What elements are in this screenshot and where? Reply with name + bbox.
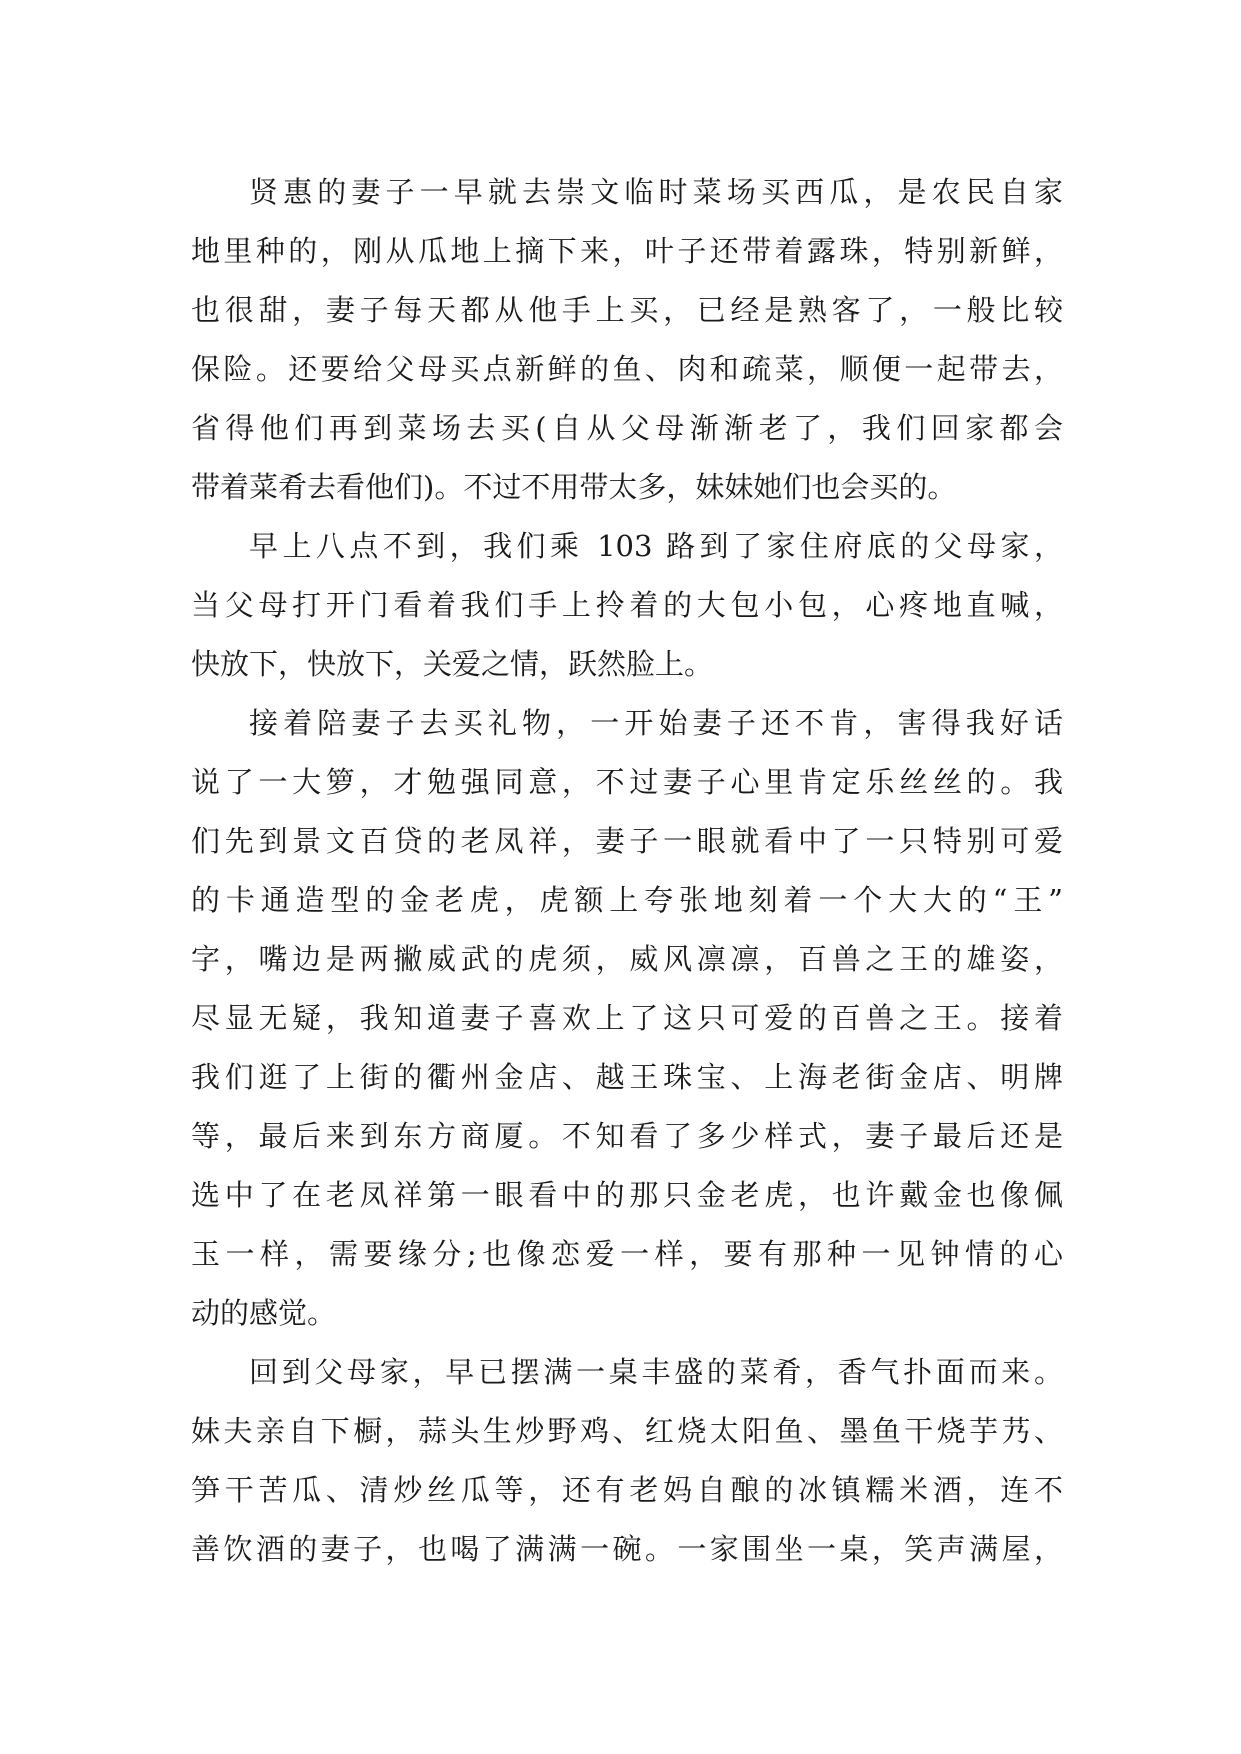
text-line: 选中了在老凤祥第一眼看中的那只金老虎，也许戴金也像佩 <box>191 1178 1063 1212</box>
text-line: 玉一样，需要缘分;也像恋爱一样，要有那种一见钟情的心 <box>191 1237 1063 1271</box>
text-line: 贤惠的妻子一早就去崇文临时菜场买西瓜，是农民自家 <box>249 175 1063 209</box>
text-line: 保险。还要给父母买点新鲜的鱼、肉和疏菜，顺便一起带去， <box>191 352 1063 386</box>
text-line: 等，最后来到东方商厦。不知看了多少样式，妻子最后还是 <box>191 1119 1063 1153</box>
text-line: 的卡通造型的金老虎，虎额上夸张地刻着一个大大的“王” <box>191 883 1063 917</box>
text-line: 字，嘴边是两撇威武的虎须，威风凛凛，百兽之王的雄姿， <box>191 942 1063 976</box>
text-line: 我们逛了上街的衢州金店、越王珠宝、上海老街金店、明牌 <box>191 1060 1063 1094</box>
text-line: 善饮酒的妻子，也喝了满满一碗。一家围坐一桌，笑声满屋， <box>191 1532 1063 1566</box>
text-line: 接着陪妻子去买礼物，一开始妻子还不肯，害得我好话 <box>249 706 1063 740</box>
text-line: 省得他们再到菜场去买(自从父母渐渐老了，我们回家都会 <box>191 411 1063 445</box>
text-line: 地里种的，刚从瓜地上摘下来，叶子还带着露珠，特别新鲜， <box>191 234 1063 268</box>
text-line: 早上八点不到，我们乘 103 路到了家住府底的父母家， <box>249 529 1063 563</box>
text-line: 尽显无疑，我知道妻子喜欢上了这只可爱的百兽之王。接着 <box>191 1001 1063 1035</box>
text-line: 也很甜，妻子每天都从他手上买，已经是熟客了，一般比较 <box>191 293 1063 327</box>
document-body <box>191 163 1063 1579</box>
text-line: 带着菜肴去看他们)。不过不用带太多，妹妹她们也会买的。 <box>191 470 957 504</box>
text-line: 笋干苦瓜、清炒丝瓜等，还有老妈自酿的冰镇糯米酒，连不 <box>191 1473 1063 1507</box>
text-line: 们先到景文百贷的老凤祥，妻子一眼就看中了一只特别可爱 <box>191 824 1063 858</box>
text-line: 动的感觉。 <box>191 1296 337 1330</box>
paragraph <box>191 517 1063 694</box>
text-line: 妹夫亲自下橱，蒜头生炒野鸡、红烧太阳鱼、墨鱼干烧芋艿、 <box>191 1414 1063 1448</box>
paragraph <box>191 163 1063 517</box>
text-line: 当父母打开门看着我们手上拎着的大包小包，心疼地直喊， <box>191 588 1063 622</box>
text-line: 说了一大箩，才勉强同意，不过妻子心里肯定乐丝丝的。我 <box>191 765 1063 799</box>
paragraph <box>191 1343 1063 1579</box>
paragraph <box>191 694 1063 1343</box>
text-line: 快放下，快放下，关爱之情，跃然脸上。 <box>191 647 714 681</box>
text-line: 回到父母家，早已摆满一桌丰盛的菜肴，香气扑面而来。 <box>249 1355 1063 1389</box>
